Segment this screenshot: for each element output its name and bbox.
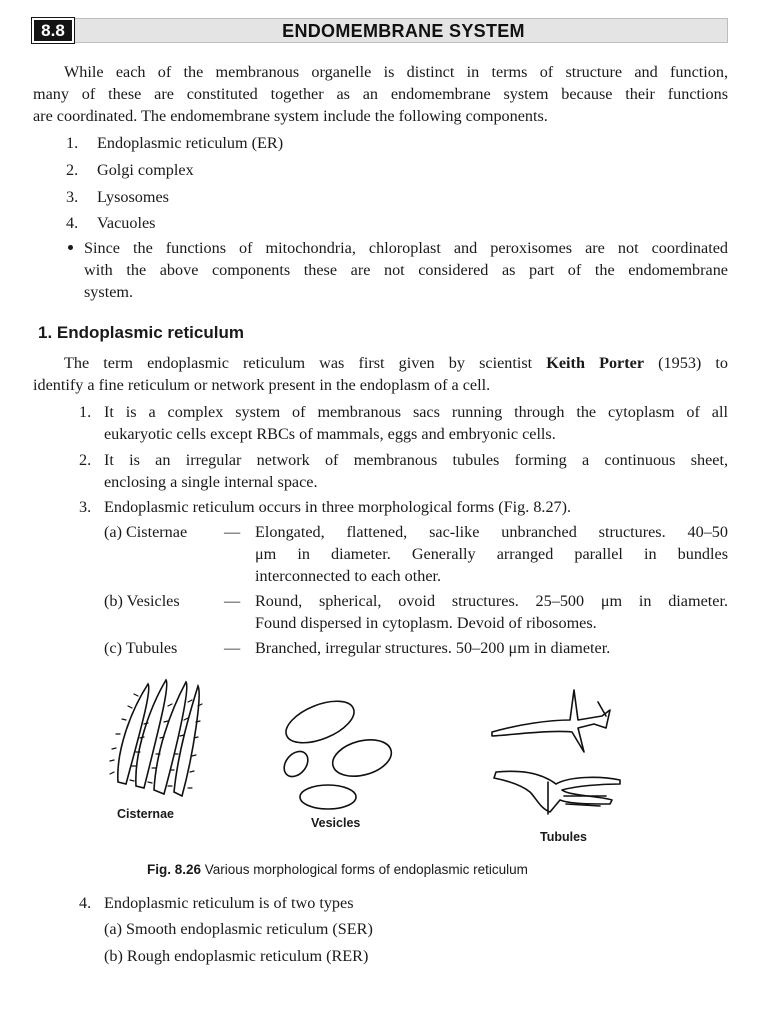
figure-label-tubules: Tubules bbox=[540, 830, 587, 844]
cisternae-desc-line-2: μm in diameter. Generally arranged parallel in bundles bbox=[255, 545, 728, 563]
figure-label-vesicles: Vesicles bbox=[311, 816, 361, 830]
point-3-line-1: Endoplasmic reticulum occurs in three morphological forms (Fig. 8.27). bbox=[104, 498, 572, 516]
form-dash: — bbox=[224, 523, 241, 541]
component-number: 2. bbox=[66, 161, 79, 179]
component-item: Vacuoles bbox=[97, 214, 156, 232]
er-type-rer: (b) Rough endoplasmic reticulum (RER) bbox=[104, 947, 369, 965]
er-intro-text: The term endoplasmic reticulum was first given by scientist bbox=[64, 354, 547, 372]
vesicles-desc-line-1: Round, spherical, ovoid structures. 25–500 μm in diameter. bbox=[255, 592, 728, 610]
form-dash: — bbox=[224, 592, 241, 610]
component-number: 3. bbox=[66, 188, 79, 206]
er-intro-year: (1953) to bbox=[644, 354, 729, 372]
er-intro-line-1 bbox=[64, 352, 728, 374]
er-type-ser: (a) Smooth endoplasmic reticulum (SER) bbox=[104, 920, 373, 938]
cisternae-desc-line-1: Elongated, flattened, sac-like unbranched structures. 40–50 bbox=[255, 523, 728, 541]
vesicles-desc-line-2: Found dispersed in cytoplasm. Devoid of ribosomes. bbox=[255, 614, 597, 632]
figure-caption bbox=[147, 862, 528, 877]
figure-number: Fig. 8.26 bbox=[147, 862, 202, 877]
figure-caption-text: Various morphological forms of endoplasmic reticulum bbox=[201, 862, 528, 877]
note-line-1: Since the functions of mitochondria, chloroplast and peroxisomes are not coordinated bbox=[84, 239, 728, 257]
point-number: 2. bbox=[79, 451, 92, 469]
figure-label-cisternae: Cisternae bbox=[117, 807, 174, 821]
form-label-cisternae: (a) Cisternae bbox=[104, 523, 188, 541]
tubules-desc-line-1: Branched, irregular structures. 50–200 μm in diameter. bbox=[255, 639, 611, 657]
section-title: ENDOMEMBRANE SYSTEM bbox=[282, 21, 525, 41]
cisternae-desc-line-3: interconnected to each other. bbox=[255, 567, 442, 585]
er-types-intro: Endoplasmic reticulum is of two types bbox=[104, 894, 354, 912]
point-number: 4. bbox=[79, 894, 92, 912]
point-1-line-1: It is a complex system of membranous sacs running through the cytoplasm of all bbox=[104, 403, 728, 421]
component-number: 1. bbox=[66, 134, 79, 152]
note-line-2: with the above components these are not considered as part of the endomembrane bbox=[84, 261, 728, 279]
component-item: Endoplasmic reticulum (ER) bbox=[97, 134, 284, 152]
point-2-line-1: It is an irregular network of membranous tubules forming a continuous sheet, bbox=[104, 451, 728, 469]
point-number: 3. bbox=[79, 498, 92, 516]
intro-line-2: many of these are constituted together as an endomembrane system because their functions bbox=[33, 85, 728, 103]
form-dash: — bbox=[224, 639, 241, 657]
vesicles-drawing bbox=[279, 693, 395, 809]
form-label-vesicles: (b) Vesicles bbox=[104, 592, 180, 610]
er-intro-line-2: identify a fine reticulum or network present in the endoplasm of a cell. bbox=[33, 376, 491, 394]
cisternae-drawing bbox=[110, 680, 202, 796]
point-2-line-2: enclosing a single internal space. bbox=[104, 473, 318, 491]
form-label-tubules: (c) Tubules bbox=[104, 639, 178, 657]
intro-line-3: are coordinated. The endomembrane system include the following components. bbox=[33, 107, 548, 125]
er-forms-figure bbox=[100, 672, 660, 852]
intro-line-1: While each of the membranous organelle is distinct in terms of structure and function, bbox=[64, 63, 728, 81]
section-header bbox=[31, 18, 728, 43]
section-number-badge: 8.8 bbox=[32, 18, 74, 43]
point-1-line-2: eukaryotic cells except RBCs of mammals, eggs and embryonic cells. bbox=[104, 425, 556, 443]
note-line-3: system. bbox=[84, 283, 134, 301]
component-number: 4. bbox=[66, 214, 79, 232]
section-heading: 1. Endoplasmic reticulum bbox=[38, 323, 244, 342]
component-item: Lysosomes bbox=[97, 188, 169, 206]
tubules-drawing bbox=[492, 690, 620, 814]
scientist-name: Keith Porter bbox=[546, 354, 645, 372]
bullet-icon bbox=[68, 245, 73, 250]
component-item: Golgi complex bbox=[97, 161, 194, 179]
point-number: 1. bbox=[79, 403, 92, 421]
